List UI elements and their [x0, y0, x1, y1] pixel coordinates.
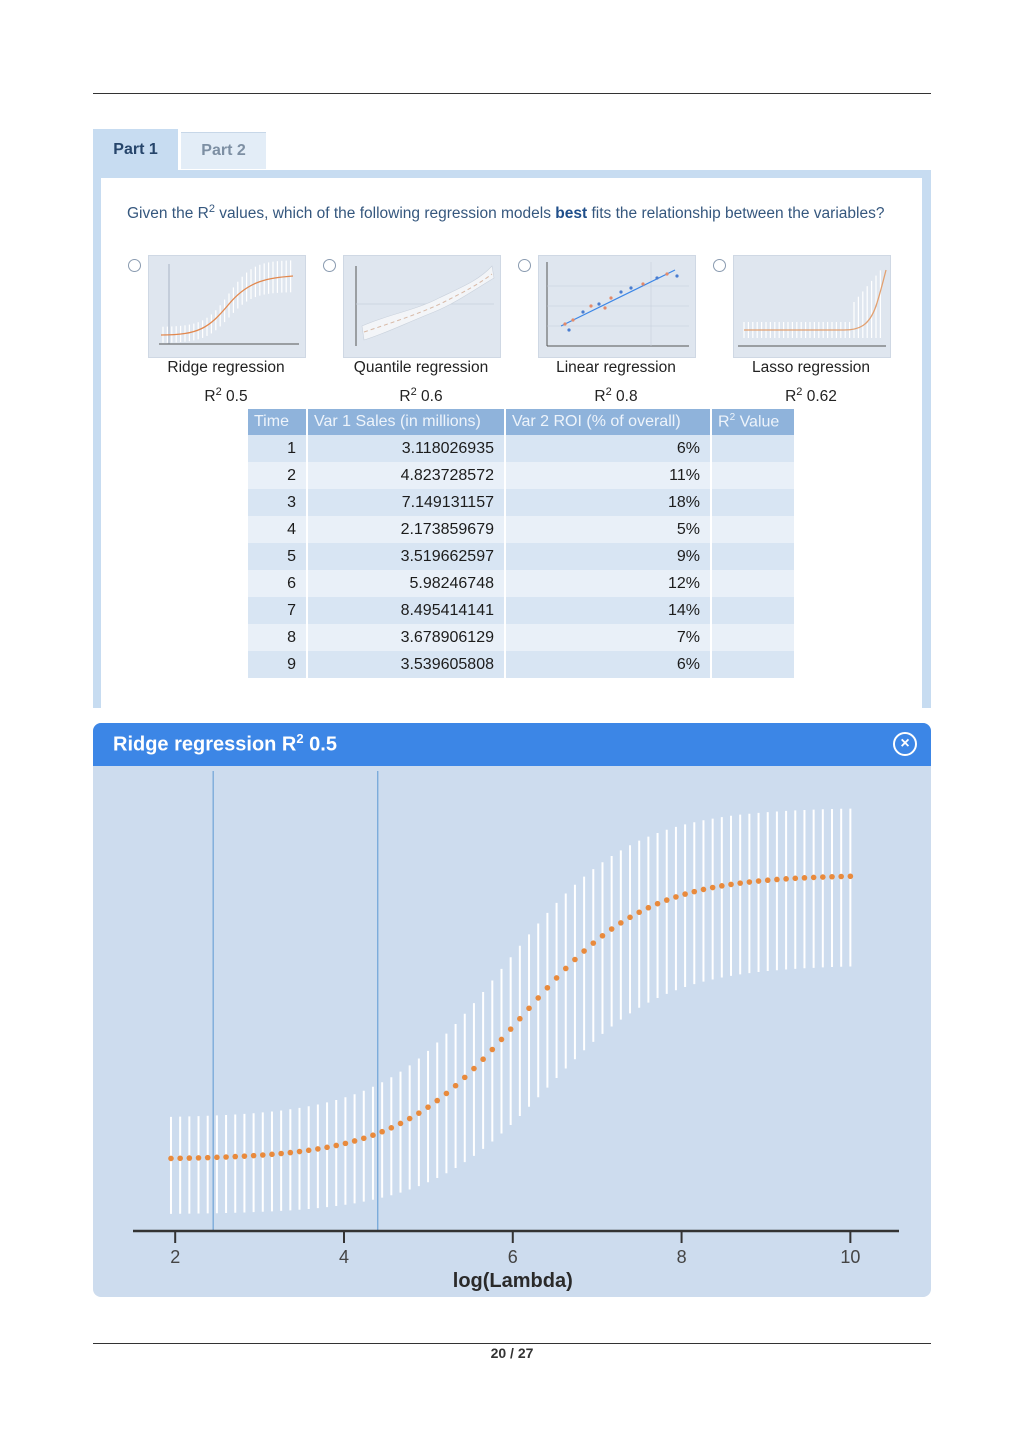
- cell-var1: 4.823728572: [307, 462, 505, 489]
- table-row: [248, 597, 795, 624]
- cell-r2: [711, 462, 795, 489]
- data-point: [848, 873, 854, 879]
- data-point: [545, 985, 551, 991]
- data-point: [811, 875, 817, 881]
- table-header-row: [248, 409, 795, 435]
- option-linear-thumbnail[interactable]: [538, 255, 696, 358]
- data-point: [205, 1155, 211, 1161]
- option-linear-radio[interactable]: [518, 259, 531, 272]
- data-point: [333, 1143, 339, 1149]
- table-row: [248, 543, 795, 570]
- quantile-thumbnail-chart: [344, 256, 500, 357]
- data-point: [535, 995, 541, 1001]
- data-point: [756, 878, 762, 884]
- data-point: [187, 1155, 193, 1161]
- data-point: [434, 1098, 440, 1104]
- data-point: [526, 1005, 532, 1011]
- cell-var1: 3.539605808: [307, 651, 505, 678]
- cell-var1: 3.519662597: [307, 543, 505, 570]
- data-point: [398, 1121, 404, 1127]
- data-point: [747, 879, 753, 885]
- header-time: Time: [248, 409, 307, 435]
- option-lasso-thumbnail[interactable]: [733, 255, 891, 358]
- cell-var2: 18%: [505, 489, 711, 516]
- tab-part-1[interactable]: Part 1: [93, 129, 178, 170]
- data-point: [370, 1132, 376, 1138]
- ridge-chart: [93, 766, 931, 1297]
- data-point: [517, 1016, 523, 1022]
- chart-modal: [93, 723, 931, 1297]
- cell-r2: [711, 543, 795, 570]
- data-point: [223, 1154, 229, 1160]
- page-number: 20 / 27: [490, 1345, 534, 1361]
- data-point: [618, 920, 624, 926]
- table-row: [248, 489, 795, 516]
- x-tick-label: 6: [507, 1247, 518, 1267]
- cell-time: 2: [248, 462, 307, 489]
- data-point: [232, 1154, 238, 1160]
- data-point: [214, 1155, 220, 1161]
- data-point: [774, 877, 780, 883]
- reference-lines: [213, 771, 378, 1231]
- cell-time: 1: [248, 435, 307, 462]
- data-point: [324, 1144, 330, 1150]
- cell-time: 3: [248, 489, 307, 516]
- cell-var2: 12%: [505, 570, 711, 597]
- data-point: [792, 876, 798, 882]
- header-r2: $R^2$ Value: [711, 409, 795, 435]
- data-point: [655, 901, 661, 907]
- option-ridge-label: Ridge regression $R^2$ 0.5: [167, 359, 285, 406]
- data-point: [627, 914, 633, 920]
- cell-var2: 5%: [505, 516, 711, 543]
- data-point: [269, 1152, 275, 1158]
- data-point: [242, 1153, 248, 1159]
- ridge-thumbnail-chart: [149, 256, 305, 357]
- data-point: [563, 966, 569, 972]
- header-var2: Var 2 ROI (% of overall): [505, 409, 711, 435]
- cell-var1: 7.149131157: [307, 489, 505, 516]
- top-rule: [93, 93, 931, 94]
- error-bars: [163, 260, 291, 342]
- data-table: [248, 409, 796, 678]
- modal-header: [93, 723, 931, 766]
- data-point: [260, 1152, 266, 1158]
- data-point: [820, 874, 826, 880]
- option-ridge-radio[interactable]: [128, 259, 141, 272]
- data-point: [343, 1141, 349, 1147]
- data-point: [554, 975, 560, 981]
- data-point: [590, 940, 596, 946]
- option-ridge-thumbnail[interactable]: [148, 255, 306, 358]
- data-point: [471, 1066, 477, 1072]
- cell-time: 7: [248, 597, 307, 624]
- option-lasso-label: Lasso regression $R^2$ 0.62: [751, 359, 871, 406]
- table-row: [248, 651, 795, 678]
- cell-r2: [711, 570, 795, 597]
- cell-var2: 7%: [505, 624, 711, 651]
- cell-time: 4: [248, 516, 307, 543]
- data-point: [609, 926, 615, 932]
- cell-var2: 6%: [505, 651, 711, 678]
- data-point: [838, 874, 844, 880]
- x-tick-label: 8: [676, 1247, 687, 1267]
- cell-r2: [711, 516, 795, 543]
- modal-title: Ridge regression $R^2$ 0.5: [113, 731, 337, 756]
- data-point: [425, 1104, 431, 1110]
- cell-var1: 2.173859679: [307, 516, 505, 543]
- lasso-thumbnail-chart: [734, 256, 890, 357]
- data-point: [682, 891, 688, 897]
- data-point: [389, 1125, 395, 1131]
- table-row: [248, 516, 795, 543]
- cell-time: 6: [248, 570, 307, 597]
- cell-r2: [711, 651, 795, 678]
- x-tick-label: 4: [338, 1247, 349, 1267]
- cell-var1: 3.118026935: [307, 435, 505, 462]
- data-point: [297, 1149, 303, 1155]
- data-point: [719, 883, 725, 889]
- bottom-rule: [93, 1343, 931, 1344]
- data-point: [306, 1148, 312, 1154]
- data-point: [361, 1135, 367, 1141]
- cell-time: 9: [248, 651, 307, 678]
- header-var1: Var 1 Sales (in millions): [307, 409, 505, 435]
- data-point: [673, 894, 679, 900]
- option-linear-label: Linear regression $R^2$ 0.8: [556, 359, 676, 406]
- data-point: [829, 874, 835, 880]
- cell-r2: [711, 624, 795, 651]
- data-point: [636, 909, 642, 915]
- cell-var2: 6%: [505, 435, 711, 462]
- table-row: [248, 624, 795, 651]
- cell-var1: 5.98246748: [307, 570, 505, 597]
- cell-time: 8: [248, 624, 307, 651]
- question-text: Given the $R^2$ values, which of the following regression models best fits the relationship between the variables?: [127, 203, 885, 223]
- table-row: [248, 435, 795, 462]
- x-axis-label: log(Lambda): [452, 1270, 573, 1292]
- table-row: [248, 570, 795, 597]
- linear-thumbnail-chart: [539, 256, 695, 357]
- cell-var2: 9%: [505, 543, 711, 570]
- data-point: [802, 875, 808, 881]
- data-point: [278, 1151, 284, 1157]
- cell-time: 5: [248, 543, 307, 570]
- data-point: [288, 1150, 294, 1156]
- data-point: [444, 1091, 450, 1097]
- data-point: [490, 1047, 496, 1053]
- cell-r2: [711, 489, 795, 516]
- data-point: [196, 1155, 202, 1161]
- data-point: [499, 1037, 505, 1043]
- data-point: [407, 1116, 413, 1122]
- data-point: [453, 1083, 459, 1089]
- cell-var2: 14%: [505, 597, 711, 624]
- cell-var1: 8.495414141: [307, 597, 505, 624]
- table-row: [248, 462, 795, 489]
- data-point: [765, 877, 771, 883]
- table-body: [248, 435, 795, 678]
- option-quantile-radio[interactable]: [323, 259, 336, 272]
- data-point: [728, 882, 734, 888]
- close-icon[interactable]: ×: [893, 732, 917, 756]
- data-point: [508, 1026, 514, 1032]
- data-point: [168, 1156, 174, 1162]
- data-point: [416, 1110, 422, 1116]
- data-point: [691, 889, 697, 895]
- data-point: [177, 1155, 183, 1161]
- data-point: [783, 876, 789, 882]
- data-point: [664, 897, 670, 903]
- data-point: [379, 1129, 385, 1135]
- data-point: [581, 948, 587, 954]
- data-point: [480, 1056, 486, 1062]
- data-point: [251, 1153, 257, 1159]
- data-point: [737, 880, 743, 886]
- x-ticks: [170, 1231, 860, 1267]
- cell-r2: [711, 435, 795, 462]
- data-point: [352, 1138, 358, 1144]
- data-point: [462, 1075, 468, 1081]
- option-quantile-thumbnail[interactable]: [343, 255, 501, 358]
- x-tick-label: 10: [840, 1247, 861, 1267]
- data-point: [646, 905, 652, 911]
- cell-var1: 3.678906129: [307, 624, 505, 651]
- data-point: [600, 933, 606, 939]
- option-lasso-radio[interactable]: [713, 259, 726, 272]
- data-point: [701, 887, 707, 893]
- data-point: [710, 885, 716, 891]
- cell-r2: [711, 597, 795, 624]
- cell-var2: 11%: [505, 462, 711, 489]
- option-quantile-label: Quantile regression $R^2$ 0.6: [353, 359, 489, 406]
- tab-part-2[interactable]: Part 2: [181, 132, 266, 169]
- data-point: [572, 957, 578, 963]
- data-point: [315, 1146, 321, 1152]
- x-tick-label: 2: [170, 1247, 181, 1267]
